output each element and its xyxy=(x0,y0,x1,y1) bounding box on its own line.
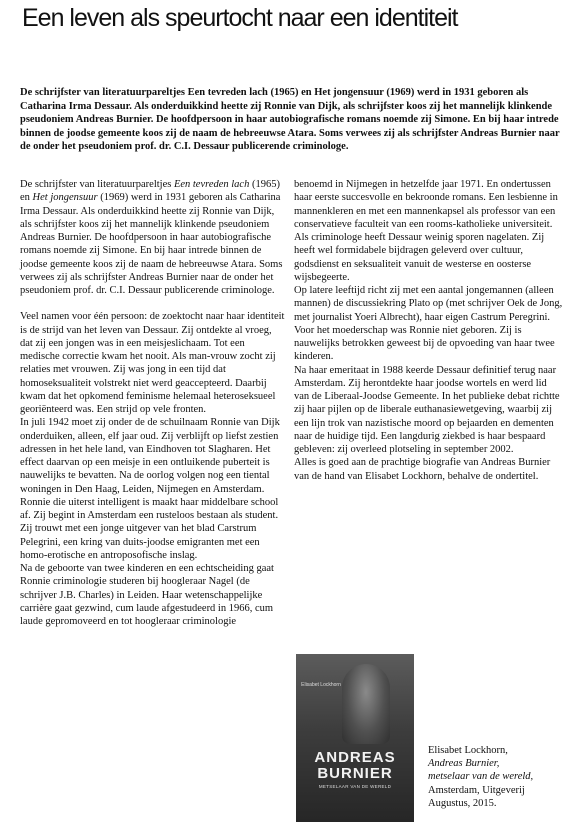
caption-author: Elisabet Lockhorn, xyxy=(428,745,508,756)
cover-title-line: BURNIER xyxy=(317,765,393,782)
caption-title: Andreas Burnier, xyxy=(428,758,500,770)
paragraph: benoemd in Nijmegen in hetzelfde jaar 1971. En ondertussen haar eerste succesvolle en bekroonde romans. Een lesbienne in mannenkleren en met een mannenkapsel als professor van een conservatieve faculteit van een rooms-katholieke universiteit. xyxy=(294,179,558,230)
cover-author: Elisabet Lockhorn xyxy=(301,682,341,688)
paragraph: De schrijfster van literatuurpareltjes Een tevreden lach (1965) en Het jongensuur (1969) werd in 1931 geboren als Catharina Irma Dessaur. Als onderduikkind heette zij Ronnie van Dijk, als schrijfster koos zij het mannelijk klinkende pseudoniem Andreas Burnier. De hoofdpersoon in haar autobiografische romans noemde zij Simone. En bij haar intrede binnen de joodse gemeente koos zij de naam de hebreeuwse Atara. Soms verwees zij als schrijfster Andreas Burnier naar de onder het pseudoniem prof. dr. C.I. Dessaur publicerende criminologe. xyxy=(20,179,283,296)
paragraph: Ronnie die uiterst intelligent is maakt haar middelbare school af. Zij begint in Amsterdam een rusteloos bestaan als student. Zij trouwt met een jonge uitgever van het blad Carstrum Pelegrini, een kring van duits-joodse emigranten met een homo-erotische en antroposofische inslag. xyxy=(20,496,279,561)
paragraph: Alles is goed aan de prachtige biografie van Andreas Burnier van de hand van Elisabet Lockhorn, behalve de ondertitel. xyxy=(294,457,551,482)
paragraph: Na de geboorte van twee kinderen en een echtscheiding gaat Ronnie criminologie studeren bij hoogleraar Nagel (de schrijver J.B. Charles) in Leiden. Haar wetenschappelijke carrière gaat gezwind, cum laude afgestudeerd in 1966, cum laude gepromoveerd en tot hoogleraar criminologie xyxy=(20,563,274,627)
article-lead: De schrijfster van literatuurpareltjes Een tevreden lach (1965) en Het jongensuur (1969) werd in 1931 geboren als Catharina Irma Dessaur. Als onderduikkind heette zij Ronnie van Dijk, als schrijfster koos zij het mannelijk klinkende pseudoniem Andreas Burnier. De hoofdpersoon in haar autobiografische romans noemde zij Simone. En bij haar intrede binnen de joodse gemeente koos zij de naam de hebreeuwse Atara. Soms verwees zij als schrijfster Andreas Burnier naar de onder het pseudoniem prof. dr. C.I. Dessaur publicerende criminologe. xyxy=(20,87,560,153)
paragraph: In juli 1942 moet zij onder de de schuilnaam Ronnie van Dijk onderduiken, alleen, elf jaar oud. Zij verblijft op liefst zestien adressen in het hele land, van Eindhoven tot Slagharen. Het effect daarvan op een meisje in een ontluikende puberteit is nauwelijks te bevatten. Na de oorlog volgen nog een tiental woningen in Den Haag, Leiden, Nijmegen en Amsterdam. xyxy=(20,417,280,495)
paragraph: Veel namen voor één persoon: de zoektocht naar haar identiteit is de strijd van het leven van Dessaur. Zij ontdekte al vroeg, dat zij een jongen was in een meisjeslichaam. Tot een medische correctie kwam het nooit. Als man-vrouw zocht zij relaties met vrouwen. Zij was jong in een tijd dat homoseksualiteit volstrekt niet werd geaccepteerd. Daarbij kwam dat het opkomend feminisme helemaal heteroseksueel georiënteerd was. Een strijd op vele fronten. xyxy=(20,311,285,415)
paragraph: Na haar emeritaat in 1988 keerde Dessaur definitief terug naar Amsterdam. Zij herontdekte haar joodse wortels en werd lid van de Liberaal-Joodse Gemeente. In het publieke debat richtte zij haar pijlen op de liberale euthanasiewetgeving, waarbij zij een lijn trok van nazistische moord op bejaarden en dementen naar de huidige tijd. Een langdurig ziekbed is haar bespaard gebleven: zij overleed plotseling in september 2002. xyxy=(294,364,560,455)
caption-subtitle: metselaar van de wereld, xyxy=(428,771,534,783)
left-column xyxy=(20,178,286,628)
article-headline: Een leven als speurtocht naar een identiteit xyxy=(22,4,458,32)
paragraph: Voor het moederschap was Ronnie niet geboren. Zij is nauwelijks betrokken geweest bij de opvoeding van haar twee kinderen. xyxy=(294,324,555,363)
book-cover-image xyxy=(296,654,414,822)
caption-publisher: Amsterdam, Uitgeverij xyxy=(428,784,525,796)
cover-portrait xyxy=(342,664,390,744)
cover-subtitle: METSELAAR VAN DE WERELD xyxy=(318,784,392,789)
right-column xyxy=(294,178,564,483)
paragraph: Op latere leeftijd richt zij met een aantal jongemannen (alleen mannen) de discussiekring Plato op (met schrijver Oek de Jong, met journalist Yoeri Albrecht), haar eigen Castrum Peregrini. xyxy=(294,285,563,323)
book-caption xyxy=(428,744,568,810)
cover-title-line: ANDREAS xyxy=(314,749,396,766)
paragraph: Als criminologe heeft Dessaur weinig sporen nagelaten. Zij heeft wel formidabele bijdragen geleverd over cultuur, godsdienst en seksualiteit vanuit de westerse en oosterse wijsbegeerte. xyxy=(294,232,545,283)
caption-date: Augustus, 2015. xyxy=(428,797,497,809)
